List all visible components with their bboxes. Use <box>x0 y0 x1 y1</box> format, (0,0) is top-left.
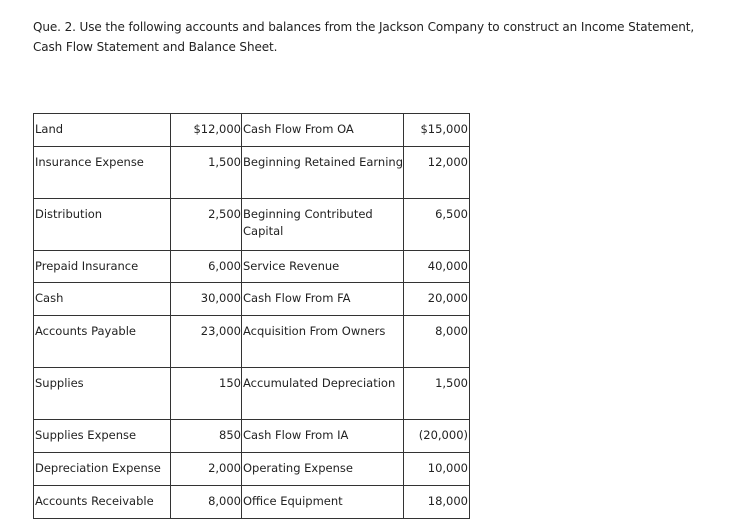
account-name-cell: Supplies <box>34 368 171 420</box>
account-amount-cell: 30,000 <box>171 283 242 316</box>
account-name-cell: Beginning Retained Earning <box>242 147 404 199</box>
account-name-cell: Beginning Contributed Capital <box>242 199 404 251</box>
table-row <box>34 199 470 251</box>
account-name-cell: Accumulated Depreciation <box>242 368 404 420</box>
table-row <box>34 283 470 316</box>
account-name-cell: Operating Expense <box>242 453 404 486</box>
account-amount-cell: 2,000 <box>171 453 242 486</box>
table-row <box>34 114 470 147</box>
account-amount-cell: 8,000 <box>171 486 242 519</box>
table-row <box>34 251 470 283</box>
account-amount-cell: 1,500 <box>404 368 470 420</box>
account-name-cell: Cash Flow From IA <box>242 420 404 453</box>
table-row <box>34 147 470 199</box>
account-name-cell: Distribution <box>34 199 171 251</box>
account-amount-cell: (20,000) <box>404 420 470 453</box>
accounts-table <box>33 113 470 519</box>
table-row <box>34 420 470 453</box>
account-name-cell: Cash <box>34 283 171 316</box>
table-row <box>34 486 470 519</box>
table-row <box>34 316 470 368</box>
question-text <box>33 17 745 57</box>
account-name-cell: Accounts Receivable <box>34 486 171 519</box>
account-amount-cell: 6,000 <box>171 251 242 283</box>
account-amount-cell: 40,000 <box>404 251 470 283</box>
account-name-cell: Acquisition From Owners <box>242 316 404 368</box>
account-name-cell: Insurance Expense <box>34 147 171 199</box>
account-amount-cell: $12,000 <box>171 114 242 147</box>
account-amount-cell: 18,000 <box>404 486 470 519</box>
accounts-table-container <box>33 113 468 508</box>
account-amount-cell: 2,500 <box>171 199 242 251</box>
account-amount-cell: 1,500 <box>171 147 242 199</box>
account-name-cell: Depreciation Expense <box>34 453 171 486</box>
account-amount-cell: 12,000 <box>404 147 470 199</box>
table-row <box>34 368 470 420</box>
account-name-cell: Land <box>34 114 171 147</box>
account-name-cell: Prepaid Insurance <box>34 251 171 283</box>
account-name-cell: Office Equipment <box>242 486 404 519</box>
account-name-cell: Cash Flow From OA <box>242 114 404 147</box>
question-line-1: Que. 2. Use the following accounts and balances from the Jackson Company to construct an Income Statement, <box>33 20 695 34</box>
account-amount-cell: 20,000 <box>404 283 470 316</box>
account-name-cell: Accounts Payable <box>34 316 171 368</box>
account-amount-cell: 6,500 <box>404 199 470 251</box>
account-amount-cell: 850 <box>171 420 242 453</box>
account-amount-cell: 150 <box>171 368 242 420</box>
question-line-2: Cash Flow Statement and Balance Sheet. <box>33 40 278 54</box>
account-name-cell: Service Revenue <box>242 251 404 283</box>
account-name-cell: Cash Flow From FA <box>242 283 404 316</box>
account-amount-cell: 23,000 <box>171 316 242 368</box>
account-amount-cell: 10,000 <box>404 453 470 486</box>
account-name-cell: Supplies Expense <box>34 420 171 453</box>
account-amount-cell: $15,000 <box>404 114 470 147</box>
account-amount-cell: 8,000 <box>404 316 470 368</box>
table-row <box>34 453 470 486</box>
